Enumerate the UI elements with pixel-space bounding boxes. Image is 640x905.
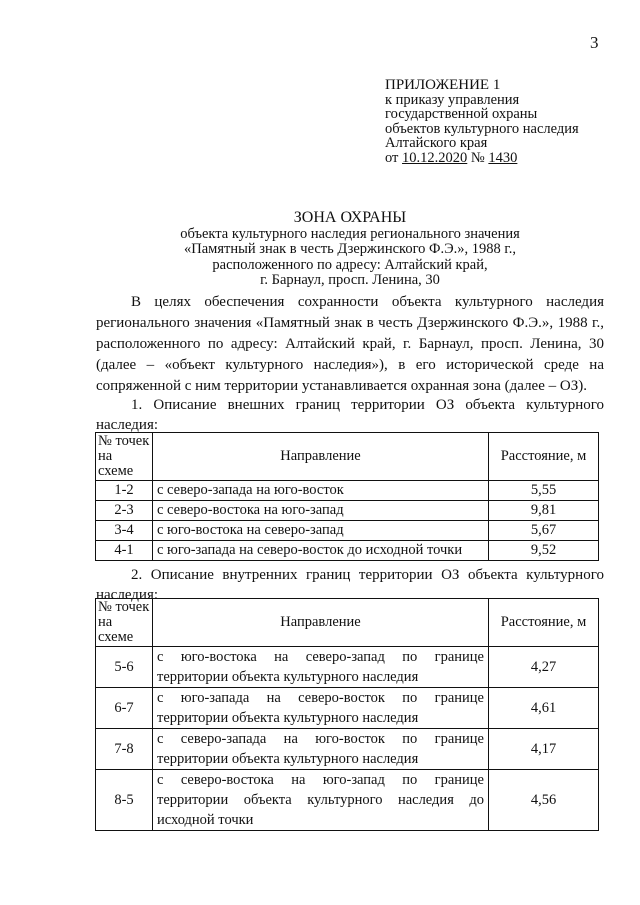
row-distance: 4,56 — [489, 770, 599, 831]
date-prefix: от — [385, 149, 399, 166]
row-direction: с юго-востока на северо-запад — [153, 521, 489, 541]
appendix-line: Алтайского края — [385, 135, 488, 151]
appendix-block — [385, 78, 579, 165]
row-direction: с юго-запада на северо-восток до исходной точки — [153, 541, 489, 561]
row-direction: с северо-востока на юго-запад — [153, 501, 489, 521]
row-points: 5-6 — [96, 647, 153, 688]
header-points: № точек на схеме — [96, 433, 153, 481]
appendix-line: государственной охраны — [385, 106, 538, 122]
zone-title: ЗОНА ОХРАНЫ — [293, 209, 407, 226]
row-direction: с северо-востока на юго-запад по границе территории объекта культурного наследия до исходной точки — [153, 770, 489, 831]
row-direction: с северо-запада на юго-восток — [153, 481, 489, 501]
intro-paragraph — [96, 292, 604, 397]
row-points: 7-8 — [96, 729, 153, 770]
table-header-row — [96, 599, 599, 647]
zone-line: объекта культурного наследия регионального значения — [180, 225, 520, 242]
zone-header — [160, 210, 540, 289]
row-distance: 5,67 — [489, 521, 599, 541]
intro-text: В целях обеспечения сохранности объекта культурного наследия регионального значения «Памятный знак в честь Дзержинского Ф.Э.», 1988 г., расположенного по адресу: Алтайский край, г. Барнаул, просп. Ленина, 30 (далее – «объект культурного наследия»), в его исторической среде на сопряженной с ним территории устанавливается охранная зона (далее – ОЗ). — [96, 294, 604, 394]
row-distance: 9,81 — [489, 501, 599, 521]
zone-line: расположенного по адресу: Алтайский край, — [212, 256, 488, 273]
section1-heading-text: 1. Описание внешних границ территории ОЗ объекта культурного наследия: — [96, 397, 604, 433]
page-number: 3 — [590, 33, 599, 52]
row-direction: с юго-востока на северо-запад по границе территории объекта культурного наследия — [153, 647, 489, 688]
section2-heading-text: 2. Описание внутренних границ территории ОЗ объекта культурного наследия: — [96, 567, 604, 603]
row-distance: 4,61 — [489, 688, 599, 729]
row-points: 3-4 — [96, 521, 153, 541]
zone-line: г. Барнаул, просп. Ленина, 30 — [260, 272, 440, 288]
row-distance: 4,27 — [489, 647, 599, 688]
table-row — [96, 521, 599, 541]
table-row — [96, 481, 599, 501]
appendix-line: объектов культурного наследия — [385, 120, 579, 137]
header-direction: Направление — [153, 433, 489, 481]
table-row — [96, 770, 599, 831]
row-points: 2-3 — [96, 501, 153, 521]
row-points: 1-2 — [96, 481, 153, 501]
table-row — [96, 541, 599, 561]
row-distance: 4,17 — [489, 729, 599, 770]
table-row — [96, 647, 599, 688]
row-points: 4-1 — [96, 541, 153, 561]
header-distance: Расстояние, м — [489, 599, 599, 647]
row-points: 6-7 — [96, 688, 153, 729]
table-row — [96, 501, 599, 521]
section1-heading — [96, 395, 604, 435]
appendix-date-line — [385, 151, 579, 166]
appendix-heading: ПРИЛОЖЕНИЕ 1 — [385, 77, 501, 93]
inner-boundaries-table — [95, 598, 599, 831]
number-sign: № — [470, 149, 485, 166]
row-direction: с северо-запада на юго-восток по границе территории объекта культурного наследия — [153, 729, 489, 770]
order-number: 1430 — [488, 149, 518, 166]
table-row — [96, 729, 599, 770]
table-row — [96, 688, 599, 729]
table-header-row — [96, 433, 599, 481]
order-date: 10.12.2020 — [402, 149, 468, 166]
header-distance: Расстояние, м — [489, 433, 599, 481]
header-direction: Направление — [153, 599, 489, 647]
header-points: № точек на схеме — [96, 599, 153, 647]
row-points: 8-5 — [96, 770, 153, 831]
row-direction: с юго-запада на северо-восток по границе территории объекта культурного наследия — [153, 688, 489, 729]
appendix-line: к приказу управления — [385, 91, 520, 108]
zone-line: «Памятный знак в честь Дзержинского Ф.Э.», 1988 г., — [183, 241, 516, 257]
row-distance: 9,52 — [489, 541, 599, 561]
outer-boundaries-table — [95, 432, 599, 561]
row-distance: 5,55 — [489, 481, 599, 501]
